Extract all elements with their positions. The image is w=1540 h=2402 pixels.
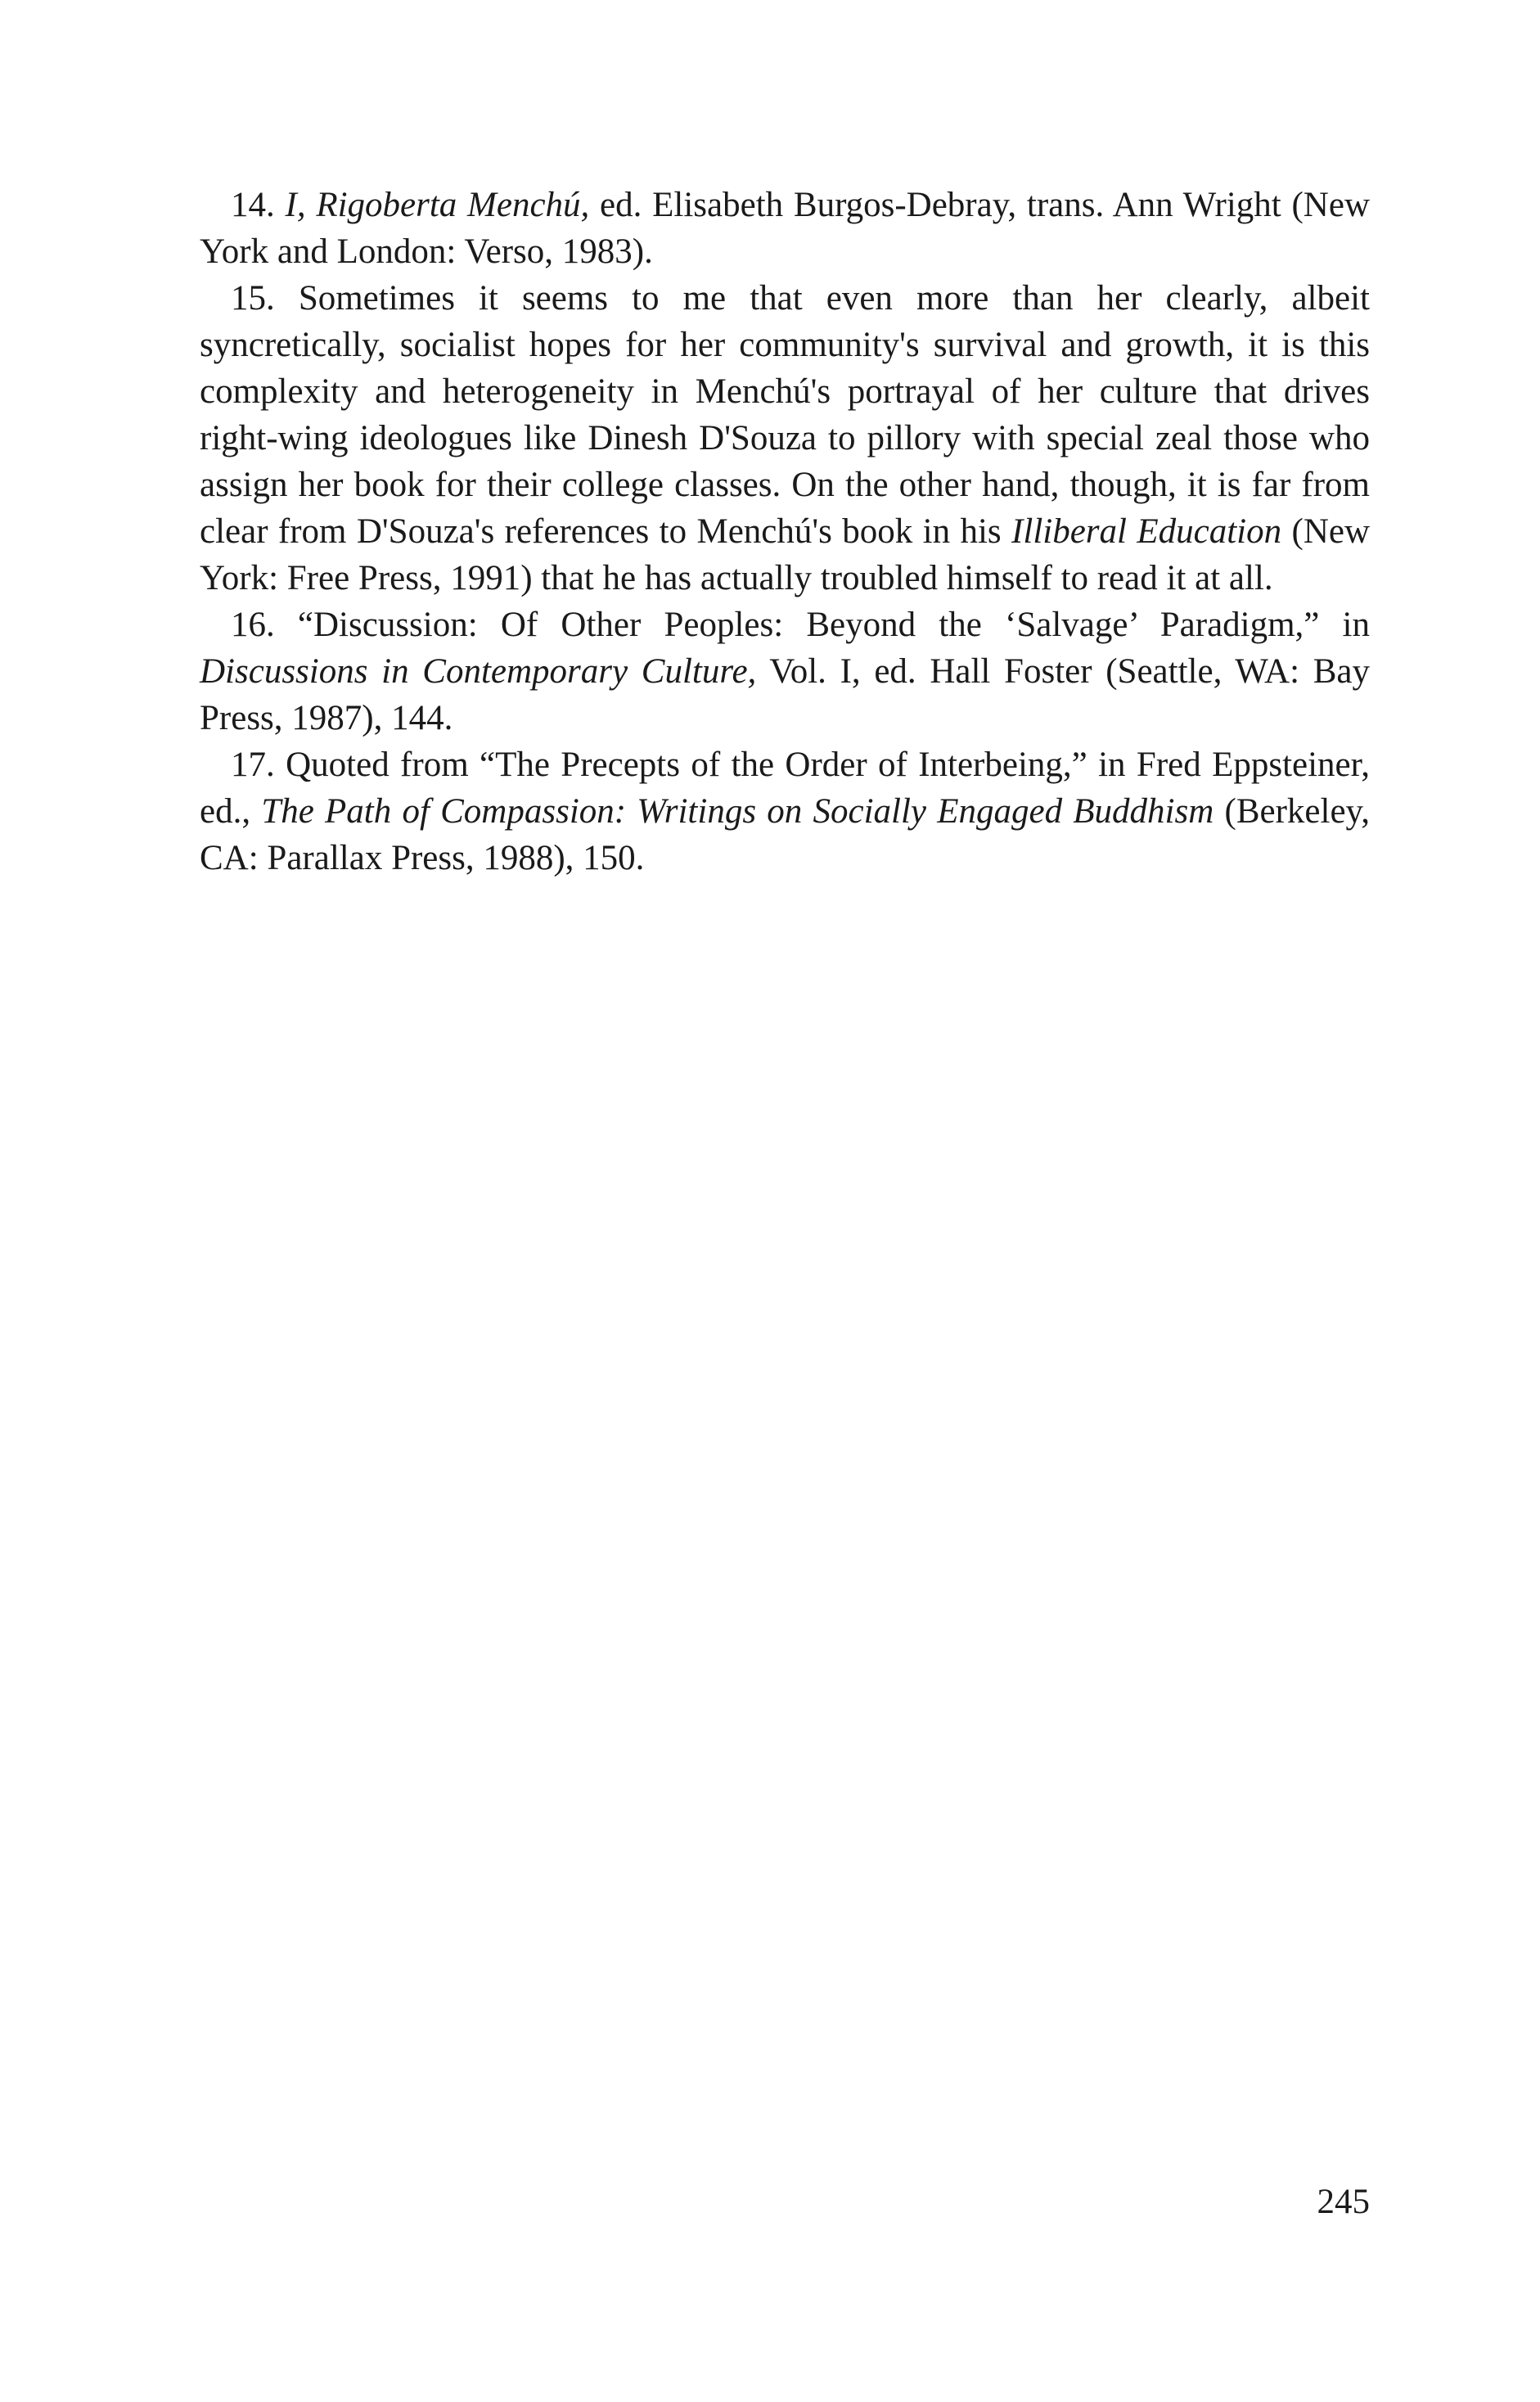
note-number: 14. bbox=[231, 186, 275, 224]
note-text: Sometimes it seems to me that even more than her clearly, albeit syncretically, socialist hopes for her community's survival and growth, it is this complexity and heterogeneity in Menchú's portrayal of her culture that drives right-wing ideologues like Dinesh D'Souza to pillory with special zeal those who assign her book for their college classes. On the other hand, though, it is far from clear from D'Souza's references to Menchú's book in his bbox=[200, 279, 1370, 551]
book-title: Illiberal Education bbox=[1011, 512, 1282, 551]
endnotes bbox=[200, 182, 1370, 881]
note-text: ed. Elisabeth Burgos-Debray, trans. Ann Wright (New York and London: Verso, 1983). bbox=[200, 186, 1370, 271]
note-number: 17. bbox=[231, 746, 275, 784]
note-16 bbox=[200, 602, 1370, 741]
note-text: “Discussion: Of Other Peoples: Beyond the ‘Salvage’ Paradigm,” in bbox=[274, 606, 1370, 644]
note-text: (New York: Free Press, 1991) that he has actually troubled himself to read it at all. bbox=[200, 512, 1371, 597]
book-title: I, Rigoberta Menchú, bbox=[285, 186, 590, 224]
note-number: 16. bbox=[231, 606, 275, 644]
note-text: Quoted from “The Precepts of the Order of Interbeing,” in Fred Eppsteiner, ed., bbox=[200, 746, 1370, 831]
note-14 bbox=[200, 182, 1370, 275]
page-number: 245 bbox=[1317, 2183, 1370, 2221]
note-number: 15. bbox=[231, 279, 275, 318]
book-title: Discussions in Contemporary Culture, bbox=[200, 652, 757, 691]
note-text: Vol. I, ed. Hall Foster (Seattle, WA: Bay Press, 1987), 144. bbox=[200, 652, 1370, 737]
note-17 bbox=[200, 741, 1370, 881]
note-text: (Berkeley, CA: Parallax Press, 1988), 150. bbox=[200, 792, 1370, 877]
note-15 bbox=[200, 275, 1370, 602]
book-title: The Path of Compassion: Writings on Socially Engaged Buddhism bbox=[261, 792, 1214, 831]
